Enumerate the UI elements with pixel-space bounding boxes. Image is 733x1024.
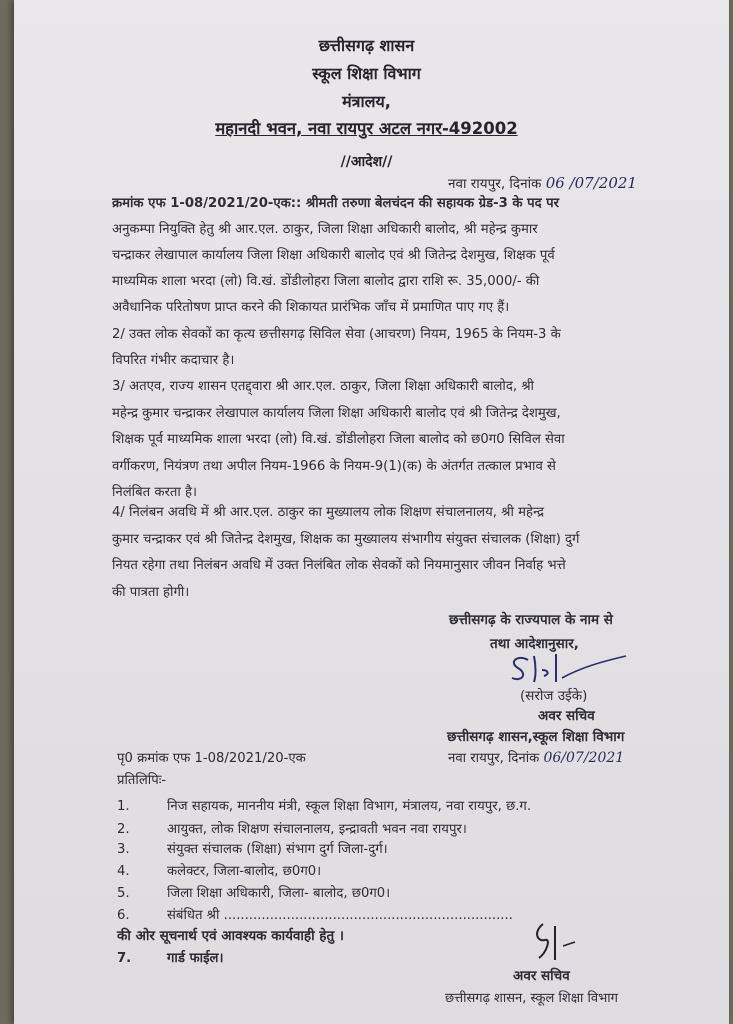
signatory-designation-2: अवर सचिव: [513, 968, 570, 984]
paragraph-1-line: अनुकम्पा नियुक्ति हेतु श्री आर.एल. ठाकुर, जिला शिक्षा अधिकारी बालोद, श्री महेन्द्र कुमार: [112, 222, 538, 237]
paragraph-4: [112, 500, 652, 606]
order-title: //आदेश//: [340, 154, 393, 170]
handwritten-signature: [500, 648, 640, 690]
copy-closing: की ओर सूचनार्थ एवं आवश्यक कार्यवाही हेतु ।: [117, 928, 344, 944]
list-item-text: संबंधित श्री .....................................................................: [167, 908, 513, 923]
signatory-department-2: छत्तीसगढ़ शासन, स्कूल शिक्षा विभाग: [445, 991, 618, 1006]
list-item: [117, 839, 388, 857]
list-item: [117, 796, 531, 814]
copy-heading: प्रतिलिपिः-: [117, 773, 167, 788]
list-item: [117, 948, 223, 966]
list-item-number: 5.: [117, 886, 130, 901]
list-item-number: 1.: [117, 799, 130, 814]
list-item-number: 7.: [117, 951, 132, 966]
copy-dateline-place: नवा रायपुर, दिनांक: [448, 751, 540, 766]
list-item: [117, 883, 390, 901]
list-item-number: 4.: [117, 864, 130, 879]
paragraph-1-line: चन्द्राकर लेखापाल कार्यालय जिला शिक्षा अधिकारी बालोद एवं श्री जितेन्द्र देशमुख, शिक्षक पूर्व: [112, 248, 555, 263]
signatory-name: (सरोज उईके): [520, 688, 588, 704]
signatory-designation: अवर सचिव: [538, 708, 595, 724]
paragraph-3-line: निलंबित करता है।: [112, 485, 197, 500]
list-item-number: 2.: [117, 822, 130, 837]
paragraph-3-line: वर्गीकरण, नियंत्रण तथा अपील नियम-1966 के नियम-9(1)(क) के अंतर्गत तत्काल प्रभाव से: [112, 458, 556, 474]
header-government: छत्तीसगढ़ शासन: [318, 36, 415, 55]
paragraph-2: [112, 322, 652, 374]
header-department: स्कूल शिक्षा विभाग: [312, 64, 421, 83]
handwritten-initials: [525, 920, 585, 970]
list-item-number: 3.: [117, 842, 130, 857]
copy-reference: पृ0 क्रमांक एफ 1-08/2021/20-एक: [117, 751, 306, 766]
signature-order-line: तथा आदेशानुसार,: [490, 636, 579, 652]
paragraph-4-line: कुमार चन्द्राकर एवं श्री जितेन्द्र देशमुख, शिक्षक का मुख्यालय संभागीय संयुक्त संचालक (शिक्षा) दुर्ग: [112, 531, 580, 547]
list-item-text: निज सहायक, माननीय मंत्री, स्कूल शिक्षा विभाग, मंत्रालय, नवा रायपुर, छ.ग.: [167, 799, 532, 814]
paragraph-3-line: शिक्षक पूर्व माध्यमिक शाला भरदा (लो) वि.खं. डोंडीलोहरा जिला बालोद को छ0ग0 सिविल सेवा: [112, 432, 565, 447]
signatory-department: छत्तीसगढ़ शासन,स्कूल शिक्षा विभाग: [447, 729, 625, 745]
paragraph-4-line: नियत रहेगा तथा निलंबन अवधि में उक्त निलंबित लोक सेवकों को नियमानुसार जीवन निर्वाह भत्ते: [112, 558, 566, 573]
list-item-text: आयुक्त, लोक शिक्षण संचालनालय, इन्द्रावती भवन नवा रायपुर।: [167, 822, 467, 837]
paragraph-1: [112, 191, 654, 321]
list-item-text: गार्ड फाईल।: [167, 951, 224, 966]
dateline-place: नवा रायपुर, दिनांक: [448, 176, 542, 192]
list-item: [117, 905, 513, 923]
signature-authority-line: छत्तीसगढ़ के राज्यपाल के नाम से: [449, 612, 613, 628]
dateline: [448, 174, 637, 192]
list-item-text: जिला शिक्षा अधिकारी, जिला- बालोद, छ0ग0।: [167, 886, 391, 901]
list-item: [117, 819, 467, 837]
copy-dateline: [448, 748, 624, 766]
list-item-number: 6.: [117, 908, 130, 923]
list-item-text: कलेक्टर, जिला-बालोद, छ0ग0।: [167, 864, 322, 879]
dateline-date: 06 /07/2021: [545, 174, 637, 192]
list-item-text: संयुक्त संचालक (शिक्षा) संभाग दुर्ग जिला-दुर्ग।: [167, 842, 388, 857]
header-ministry: मंत्रालय,: [342, 92, 391, 111]
paragraph-3: [112, 374, 652, 507]
paragraph-4-line: की पात्रता होगी।: [112, 584, 190, 600]
copy-dateline-date: 06/07/2021: [543, 750, 625, 766]
paragraph-1-line: माध्यमिक शाला भरदा (लो) वि.खं. डोंडीलोहरा जिला बालोद द्वारा राशि रू. 35,000/- की: [112, 274, 540, 289]
paragraph-1-line: अवैधानिक परितोषण प्राप्त करने की शिकायत प्रारंभिक जाँच में प्रमाणित पाए गए हैं।: [112, 300, 510, 315]
paragraph-1-line: क्रमांक एफ 1-08/2021/20-एक:: श्रीमती तरुणा बेलचंदन की सहायक ग्रेड-3 के पद पर: [112, 196, 560, 211]
paragraph-2-line: विपरित गंभीर कदाचार है।: [112, 353, 235, 368]
paragraph-3-line: 3/ अतएव, राज्य शासन एतद्द्वारा श्री आर.एल. ठाकुर, जिला शिक्षा अधिकारी बालोद, श्री: [112, 379, 534, 394]
paragraph-4-line: 4/ निलंबन अवधि में श्री आर.एल. ठाकुर का मुख्यालय लोक शिक्षण संचालनालय, श्री महेन्द्र: [112, 505, 545, 520]
paragraph-3-line: महेन्द्र कुमार चन्द्राकर लेखापाल कार्यालय जिला शिक्षा अधिकारी बालोद एवं श्री जितेन्द्र देशमुख,: [112, 405, 561, 421]
header-address: महानदी भवन, नवा रायपुर अटल नगर-492002: [215, 119, 518, 138]
list-item: [117, 861, 321, 879]
paragraph-2-line: 2/ उक्त लोक सेवकों का कृत्य छत्तीसगढ़ सिविल सेवा (आचरण) नियम, 1965 के नियम-3 के: [112, 327, 561, 342]
